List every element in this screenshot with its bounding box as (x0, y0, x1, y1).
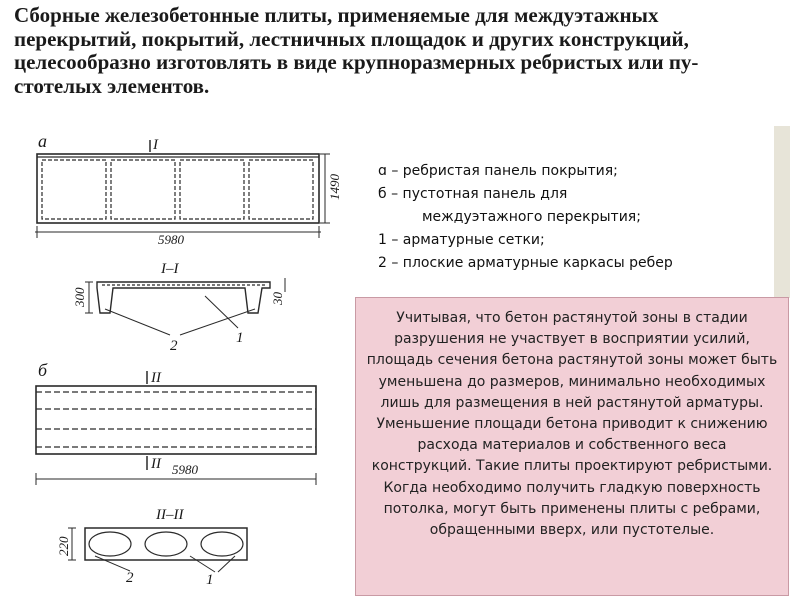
section-mark-2: II (151, 370, 161, 386)
figure-label-b: б (38, 360, 48, 380)
figure-legend (378, 160, 673, 275)
explanation-note (355, 297, 789, 596)
callout-2-b: 2 (126, 570, 134, 586)
dimension-length-b: 5980 (172, 462, 198, 477)
dimension-rib: 30 (270, 292, 285, 305)
explanation-text: Учитывая, что бетон растянутой зоны в стадии разрушения не участвует в восприятии усилий, площадь сечения бетона растянутой зоны может быть уменьшена до размеров, минимально необходимых лишь для размещения в ней растянутой арматуры. Уменьшение площади бетона приводит к снижению расхода материалов и собственного веса конструкций. Такие плиты проектируют ребристыми. Когда необходимо получить гладкую поверхность потолка, могут быть применены плиты с ребрами, обращенными вверх, или пустотелые. (366, 310, 778, 539)
hollow-panel-section (68, 528, 247, 572)
dimension-height-hollow: 220 (56, 536, 71, 556)
legend-item: 2 – плоские арматурные каркасы ребер (378, 255, 673, 271)
decorative-strip (774, 126, 790, 298)
ribbed-panel-section (85, 278, 285, 335)
title-line: целесообразно изготовлять в виде крупноразмерных ребристых или пу- (14, 50, 699, 74)
dimension-height-ribbed: 300 (72, 287, 87, 307)
section-mark-2-bottom: II (151, 456, 161, 472)
dimension-length-a: 5980 (158, 232, 184, 247)
callout-2-a: 2 (170, 338, 178, 354)
figure-label-a: а (38, 131, 47, 151)
legend-item: междуэтажного перекрытия; (422, 209, 641, 225)
section-title-1: I–I (161, 261, 179, 277)
legend-item: ɑ – ребристая панель покрытия; (378, 163, 618, 179)
callout-1-b: 1 (206, 572, 214, 588)
dimension-width: 1490 (327, 174, 342, 200)
legend-item: 1 – арматурные сетки; (378, 232, 545, 248)
page-title (14, 4, 790, 98)
title-line: перекрытий, покрытий, лестничных площадок и других конструкций, (14, 26, 689, 51)
technical-drawings (0, 128, 350, 600)
section-mark-1: I (153, 137, 158, 153)
callout-1-a: 1 (236, 330, 244, 346)
title-line: Сборные железобетонные плиты, применяемые для междуэтажных (14, 3, 659, 27)
ribbed-panel-plan (35, 140, 330, 238)
section-title-2: II–II (156, 507, 184, 523)
legend-item: б – пустотная панель для (378, 186, 568, 202)
title-line: стотелых элементов. (14, 73, 210, 98)
